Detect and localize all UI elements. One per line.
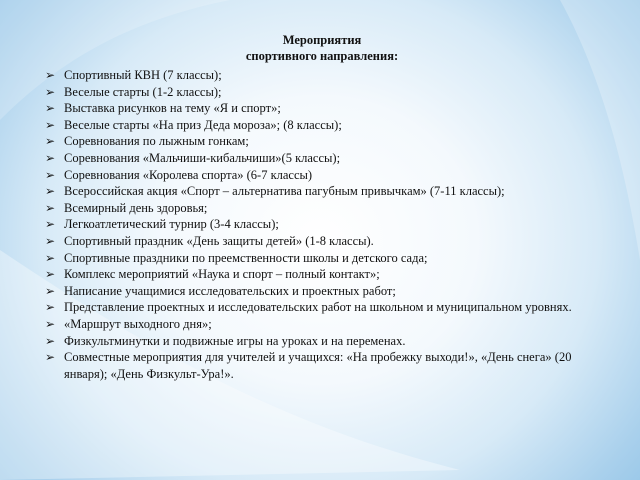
arrow-checkmark-bullet-icon: ➢ (45, 84, 56, 99)
arrow-checkmark-bullet-icon: ➢ (45, 267, 56, 282)
list-item (42, 333, 602, 350)
list-item-text: Всероссийская акция «Спорт – альтернатива пагубным привычкам» (7-11 классы); (64, 184, 505, 199)
list-item-text: Выставка рисунков на тему «Я и спорт»; (64, 101, 281, 116)
list-item (42, 67, 602, 84)
arrow-checkmark-bullet-icon: ➢ (45, 217, 56, 232)
slide-title (42, 32, 602, 64)
list-item-text: Веселые старты «На приз Деда мороза»; (8 классы); (64, 117, 342, 132)
arrow-checkmark-bullet-icon: ➢ (45, 117, 56, 132)
list-item-text: Физкультминутки и подвижные игры на уроках и на переменах. (64, 333, 406, 348)
list-item (42, 183, 602, 200)
list-item (42, 316, 602, 333)
list-item (42, 283, 602, 300)
list-item (42, 250, 602, 267)
arrow-checkmark-bullet-icon: ➢ (45, 184, 56, 199)
list-item-text: Совместные мероприятия для учителей и учащихся: «На пробежку выходи!», «День снега» (20 января); «День Физкульт-Ура!». (64, 350, 572, 381)
arrow-checkmark-bullet-icon: ➢ (45, 250, 56, 265)
list-item-text: Соревнования «Мальчиши-кибальчиши»(5 классы); (64, 150, 341, 165)
arrow-checkmark-bullet-icon: ➢ (45, 134, 56, 149)
list-item-text: Спортивный КВН (7 классы); (64, 68, 222, 82)
list-item-text: Представление проектных и исследовательских работ на школьном и муниципальном уровнях. (64, 300, 572, 315)
list-item (42, 117, 602, 134)
list-item (42, 133, 602, 150)
list-item-text: Соревнования по лыжным гонкам; (64, 134, 249, 149)
list-item-text: Написание учащимися исследовательских и проектных работ; (64, 283, 396, 298)
arrow-checkmark-bullet-icon: ➢ (45, 200, 56, 215)
arrow-checkmark-bullet-icon: ➢ (45, 68, 56, 82)
list-item-text: Соревнования «Королева спорта» (6-7 классы) (64, 167, 313, 182)
list-item (42, 233, 602, 250)
list-item (42, 266, 602, 283)
arrow-checkmark-bullet-icon: ➢ (45, 316, 56, 331)
arrow-checkmark-bullet-icon: ➢ (45, 101, 56, 116)
arrow-checkmark-bullet-icon: ➢ (45, 150, 56, 165)
list-item (42, 150, 602, 167)
arrow-checkmark-bullet-icon: ➢ (45, 333, 56, 348)
arrow-checkmark-bullet-icon: ➢ (45, 233, 56, 248)
list-item (42, 349, 602, 382)
list-item-text: «Маршрут выходного дня»; (64, 316, 212, 331)
list-item (42, 167, 602, 184)
arrow-checkmark-bullet-icon: ➢ (45, 350, 56, 365)
list-item-text: Всемирный день здоровья; (64, 200, 208, 215)
list-item (42, 200, 602, 217)
list-item-text: Легкоатлетический турнир (3-4 классы); (64, 217, 279, 232)
arrow-checkmark-bullet-icon: ➢ (45, 300, 56, 315)
list-item (42, 84, 602, 101)
list-item-text: Спортивные праздники по преемственности школы и детского сада; (64, 250, 428, 265)
arrow-checkmark-bullet-icon: ➢ (45, 167, 56, 182)
list-item (42, 100, 602, 117)
list-item-text: Спортивный праздник «День защиты детей» (1-8 классы). (64, 233, 374, 248)
arrow-checkmark-bullet-icon: ➢ (45, 283, 56, 298)
title-line-1: Мероприятия (282, 33, 362, 47)
list-item-text: Веселые старты (1-2 классы); (64, 84, 222, 99)
slide-content (42, 32, 602, 382)
events-list (42, 67, 602, 382)
list-item (42, 299, 602, 316)
title-line-2: спортивного направления: (245, 49, 399, 63)
list-item (42, 216, 602, 233)
list-item-text: Комплекс мероприятий «Наука и спорт – полный контакт»; (64, 267, 380, 282)
